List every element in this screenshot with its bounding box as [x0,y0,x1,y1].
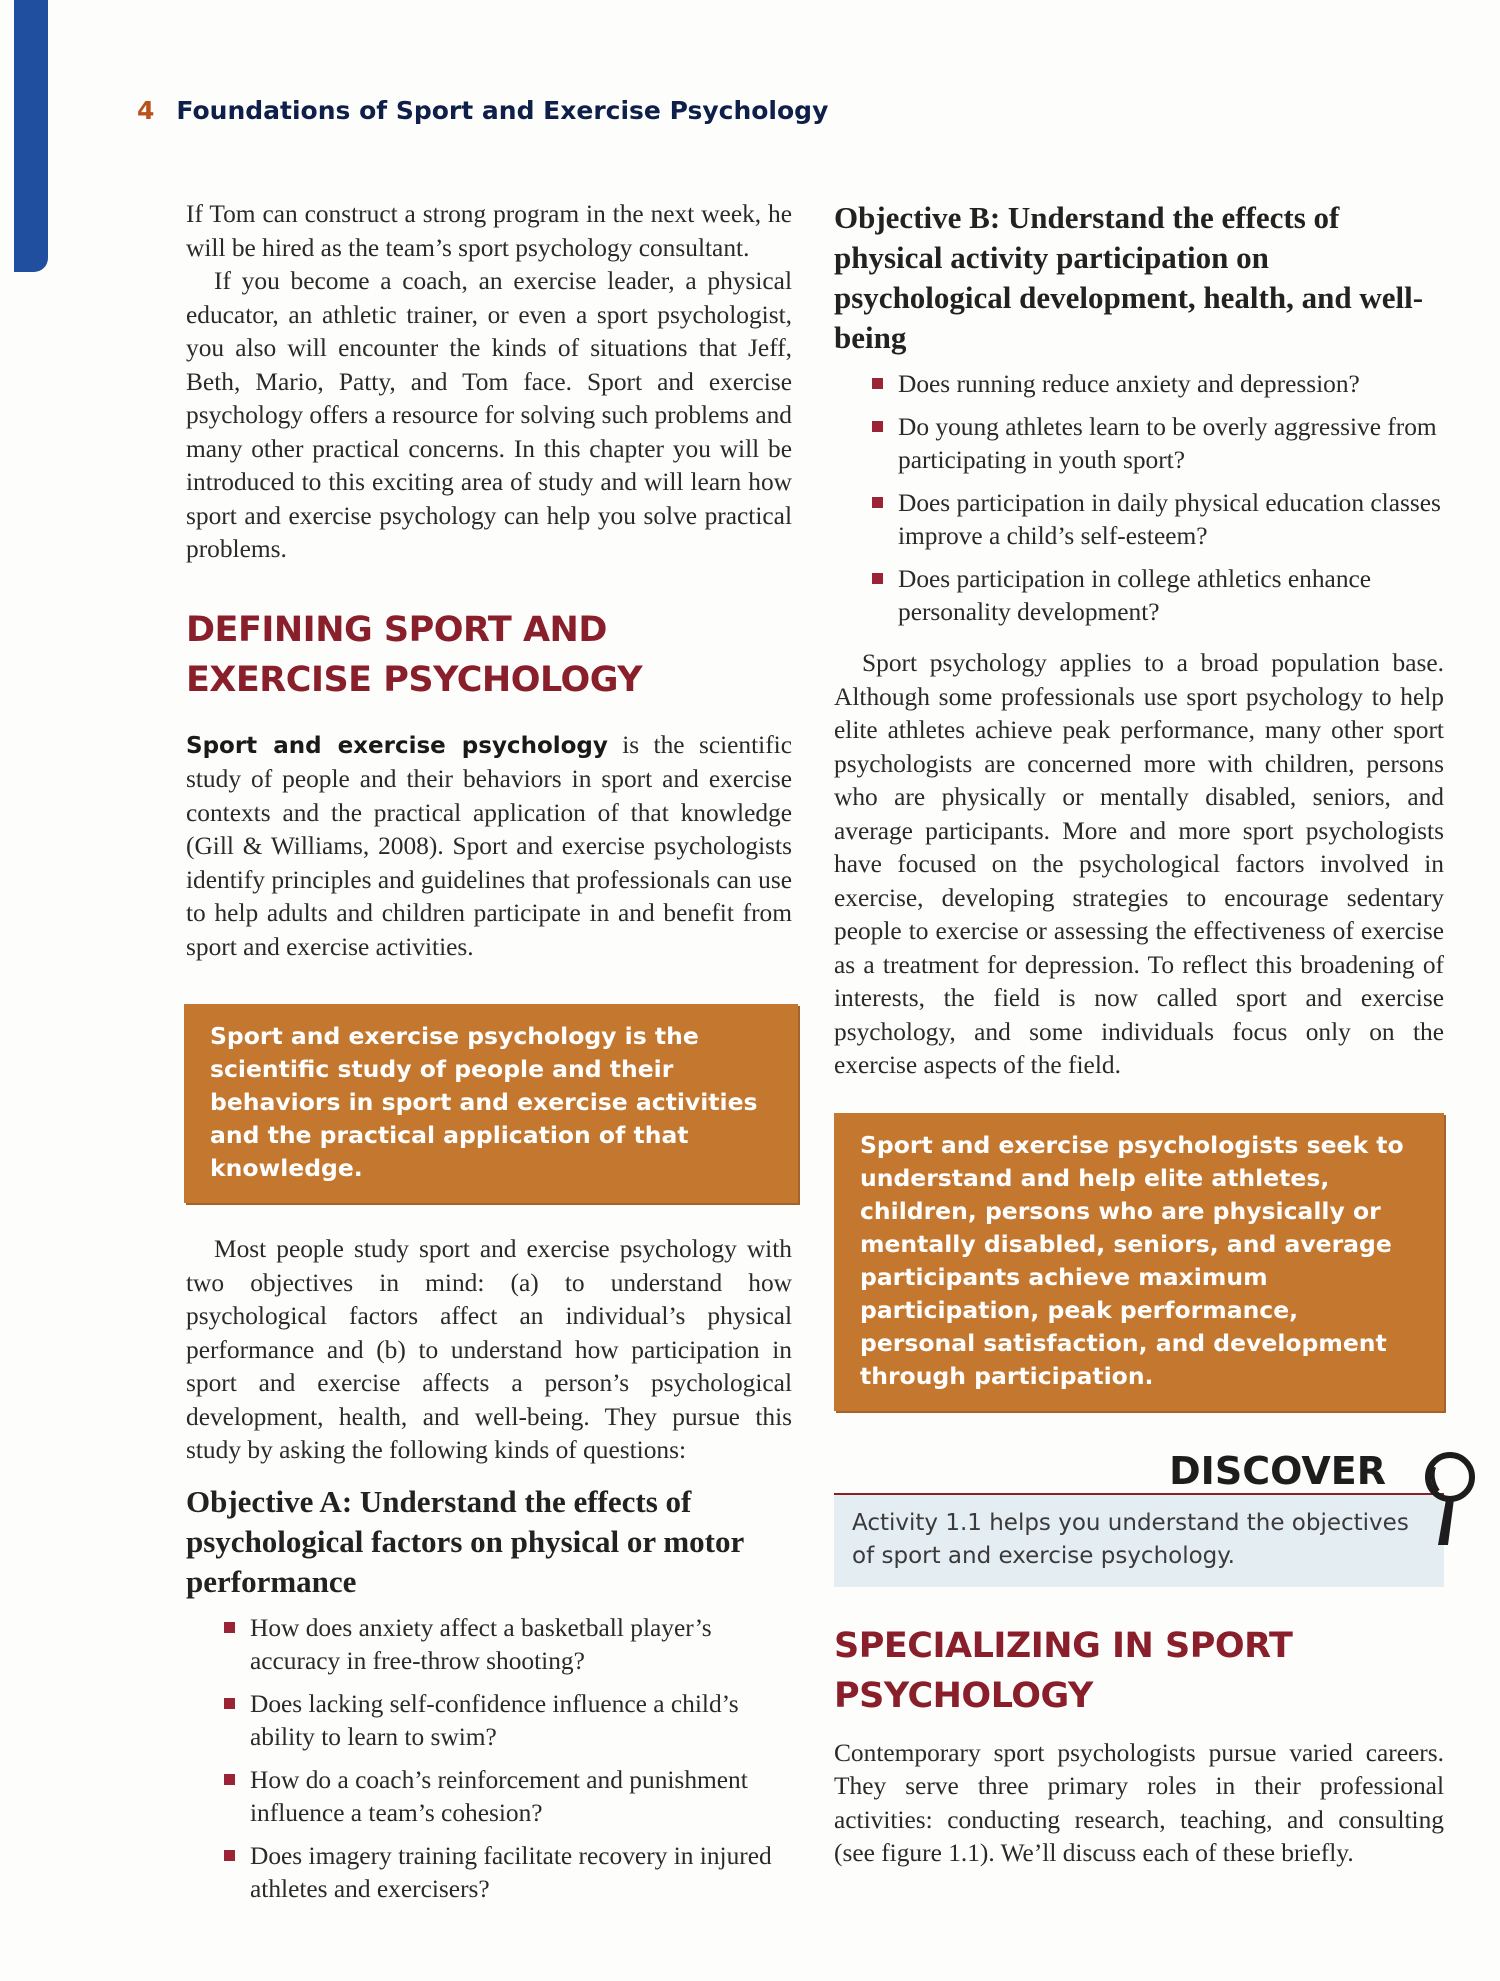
list-item: Does lacking self-confidence influence a child’s ability to learn to swim? [224,1688,792,1754]
square-bullet-icon [872,497,883,508]
right-column [834,198,1444,1871]
objective-b-heading: Objective B: Understand the effects of physical activity participation on psychological development, health, and well-being [834,200,1424,355]
right-paragraph-2: Contemporary sport psychologists pursue varied careers. They serve three primary roles in their professional activities: conducting research, teaching, and consulting (see figure 1.1). We’ll discuss each of these briefly. [834,1738,1444,1867]
left-paragraph-2: If you become a coach, an exercise leader, a physical educator, an athletic trainer, or even a sport psychologist, you also will encounter the kinds of situations that Jeff, Beth, Mario, Patty, and Tom face. Sport and exercise psychology offers a resource for solving such problems and many other practical concerns. In this chapter you will be introduced to this exciting area of study and will learn how sport and exercise psychology can help you solve practical problems. [186,267,792,563]
section-heading-specializing: SPECIALIZING IN SPORT PSYCHOLOGY [834,1625,1293,1716]
objective-a-list [186,1612,792,1906]
chapter-tab [14,0,48,272]
square-bullet-icon [224,1850,235,1861]
square-bullet-icon [872,421,883,432]
definition-text: is the scientific study of people and their behaviors in sport and exercise contexts and the practical application of that knowledge (Gill & Williams, 2008). Sport and exercise psychologists identify principles and guidelines that professionals can use to help adults and children participate in and benefit from sport and exercise activities. [186,730,793,961]
list-item: How does anxiety affect a basketball player’s accuracy in free-throw shooting? [224,1612,792,1678]
square-bullet-icon [872,378,883,389]
left-column [186,198,792,1916]
objective-a-heading: Objective A: Understand the effects of psychological factors on physical or motor performance [186,1483,744,1599]
objective-b-list [834,368,1444,629]
left-paragraph-1: If Tom can construct a strong program in the next week, he will be hired as the team’s sport psychology consultant. [186,200,792,262]
page-number: 4 [137,96,155,125]
definition-term: Sport and exercise psychology [186,732,608,759]
list-item: Does imagery training facilitate recovery in injured athletes and exercisers? [224,1840,792,1906]
discover-text: Activity 1.1 helps you understand the objectives of sport and exercise psychology. [834,1495,1444,1587]
book-title: Foundations of Sport and Exercise Psychology [176,96,829,125]
list-item: Do young athletes learn to be overly aggressive from participating in youth sport? [872,411,1444,477]
square-bullet-icon [224,1698,235,1709]
list-item: How do a coach’s reinforcement and punishment influence a team’s cohesion? [224,1764,792,1830]
discover-box [834,1449,1444,1587]
discover-title: DISCOVER [1169,1448,1386,1493]
right-paragraph-1: Sport psychology applies to a broad population base. Although some professionals use sport psychology to help elite athletes achieve peak performance, many other sport psychologists are concerned more with children, persons who are physically or mentally disabled, seniors, and average participants. More and more sport psychologists have focused on the psychological factors involved in exercise, developing strategies to encourage sedentary people to exercise or assessing the effectiveness of exercise as a treatment for depression. To reflect this broadening of interests, the field is now called sport and exercise psychology, and some individuals focus only on the exercise aspects of the field. [834,649,1444,1079]
definition-paragraph [186,729,792,965]
square-bullet-icon [872,573,883,584]
section-heading-defining: DEFINING SPORT AND EXERCISE PSYCHOLOGY [186,609,643,700]
definition-callout: Sport and exercise psychology is the scientific study of people and their behaviors in sport and exercise activities and the practical application of that knowledge. [184,1004,798,1203]
magnifying-glass-icon [1420,1449,1478,1549]
square-bullet-icon [224,1774,235,1785]
list-item: Does participation in college athletics enhance personality development? [872,563,1444,629]
running-header [137,96,828,125]
left-paragraph-3: Most people study sport and exercise psychology with two objectives in mind: (a) to understand how psychological factors affect an individual’s physical performance and (b) to understand how participation in sport and exercise affects a person’s psychological development, health, and well-being. They pursue this study by asking the following kinds of questions: [186,1235,792,1464]
list-item: Does running reduce anxiety and depression? [872,368,1444,401]
square-bullet-icon [224,1622,235,1633]
list-item: Does participation in daily physical education classes improve a child’s self-esteem? [872,487,1444,553]
psychologists-callout: Sport and exercise psychologists seek to understand and help elite athletes, children, persons who are physically or mentally disabled, seniors, and average participants achieve maximum participation, peak performance, personal satisfaction, and development through participation. [834,1113,1444,1411]
